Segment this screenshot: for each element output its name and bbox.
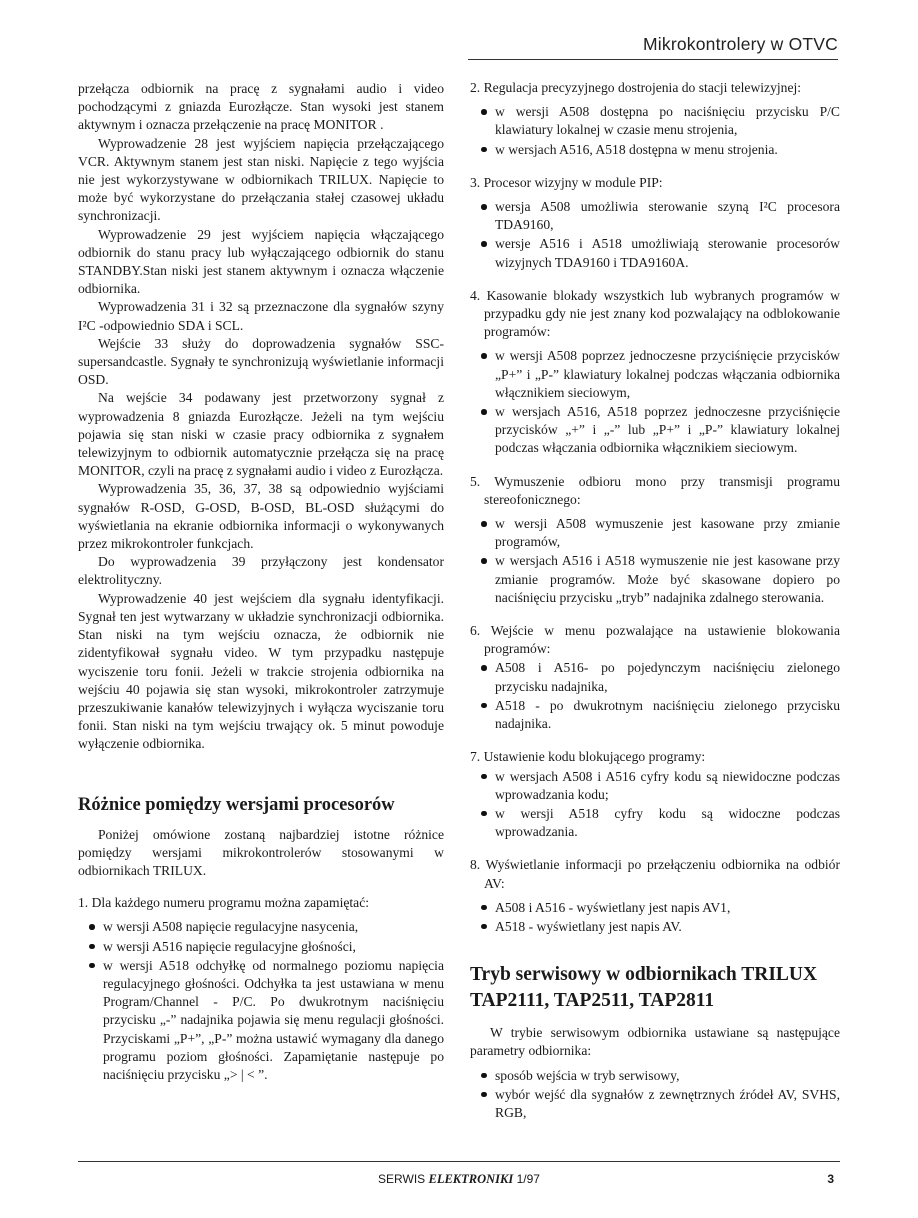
numbered-item-title: 5. Wymuszenie odbioru mono przy transmisji programu stereofonicznego: <box>470 473 840 507</box>
list-item: w wersji A508 poprzez jednoczesne przyciśnięcie przycisków „P+” i „P-” klawiatury lokalnej podczas włączania odbiornika włącznikiem sieciowym, <box>470 347 840 402</box>
bullet-list <box>470 103 840 159</box>
bullet-list <box>470 768 840 842</box>
list-item: w wersji A508 napięcie regulacyjne nasycenia, <box>78 918 444 936</box>
paragraph: Wejście 33 służy do doprowadzenia sygnałów SSC- supersandcastle. Sygnały te synchronizują wyświetlanie informacji OSD. <box>78 335 444 388</box>
list-item: w wersjach A516, A518 dostępna w menu strojenia. <box>470 141 840 159</box>
paragraph: Wyprowadzenie 40 jest wejściem dla sygnału identyfikacji. Sygnał ten jest wytwarzany w układzie synchronizacji odbiornika. Stan niski na tym wejściu oznacza, że odbiornik nie zidentyfikował sygnału video. W tym przypadku następuje wyciszenie toru fonii. Jeżeli w trakcie strojenia odbiornika na wejściu 40 pojawia się stan wysoki, mikrokontroler zatrzymuje przeszukiwanie kanałów telewizyjnych i wyłącza wyciszanie toru fonii. Stan niski na tym wejściu trwający ok. 5 minut powoduje wyłączenie odbiornika. <box>78 590 444 752</box>
footer-brand: ELEKTRONIKI <box>428 1172 514 1186</box>
numbered-item-3 <box>470 174 840 272</box>
list-item: w wersjach A516 i A518 wymuszenie nie jest kasowane przy zmianie programów. Może być skasowane dopiero po naciśnięciu przycisku „tryb” nadajnika zdalnego sterowania. <box>470 552 840 607</box>
right-column <box>470 79 840 1123</box>
list-item: w wersjach A516, A518 poprzez jednoczesne przyciśnięcie przycisków „+” i „-” lub „P+” i „P-” klawiatury lokalnej podczas włączania odbiornika włącznikiem sieciowym. <box>470 403 840 458</box>
footer-rule <box>78 1161 840 1162</box>
numbered-item-title: 7. Ustawienie kodu blokującego programy: <box>470 749 706 765</box>
list-item: A508 i A516- po pojedynczym naciśnięciu zielonego przycisku nadajnika, <box>470 659 840 695</box>
section-intro: Poniżej omówione zostaną najbardziej istotne różnice pomiędzy wersjami mikrokontrolerów stosowanymi w odbiornikach TRILUX. <box>78 826 444 878</box>
paragraph: Do wyprowadzenia 39 przyłączony jest kondensator elektrolityczny. <box>78 554 444 588</box>
left-column <box>78 80 444 1085</box>
paragraph: Na wejście 34 podawany jest przetworzony sygnał z wyprowadzenia 8 gniazda Eurozłącze. Jeżeli na tym wejściu pojawia się stan niski w czasie pracy odbiornika z sygnałem telewizyjnym to odbiornik automatycznie przełącza się na pracę MONITOR, czyli na pracę z sygnałami audio i video z Eurozłącza. <box>78 390 444 479</box>
footer-prefix: SERWIS <box>378 1172 426 1186</box>
list-item: sposób wejścia w tryb serwisowy, <box>470 1067 840 1085</box>
numbered-item-title: 1. Dla każdego numeru programu można zapamiętać: <box>78 895 370 911</box>
list-item: w wersji A508 wymuszenie jest kasowane przy zmianie programów, <box>470 515 840 551</box>
list-item: wersja A508 umożliwia sterowanie szyną I²C procesora TDA9160, <box>470 198 840 234</box>
bullet-list <box>470 347 840 457</box>
numbered-item-5 <box>470 473 840 607</box>
numbered-item-title: 2. Regulacja precyzyjnego dostrojenia do stacji telewizyjnej: <box>470 80 802 95</box>
bullet-list <box>470 515 840 607</box>
section-heading-differences: Różnice pomiędzy wersjami procesorów <box>78 794 395 815</box>
list-item: w wersjach A508 i A516 cyfry kodu są niewidoczne podczas wprowadzania kodu; <box>470 768 840 804</box>
paragraph: Wyprowadzenie 28 jest wyjściem napięcia przełączającego VCR. Aktywnym stanem jest stan niski. Napięcie z tego wyjścia nie jest wykorzystywane w odbiornikach TRILUX. Napięcie to może być wykorzystane do przełączania stałej czasowej układu synchronizacji. <box>78 135 444 224</box>
numbered-item-2 <box>470 79 840 159</box>
numbered-item-4 <box>470 287 840 458</box>
numbered-item-title: 4. Kasowanie blokady wszystkich lub wybranych programów w przypadku gdy nie jest znany kod pozwalający na odblokowanie programów: <box>470 287 840 340</box>
paragraph: Wyprowadzenia 31 i 32 są przeznaczone dla sygnałów szyny I²C -odpowiednio SDA i SCL. <box>78 299 444 333</box>
paragraph: przełącza odbiornik na pracę z sygnałami audio i video pochodzącymi z gniazda Eurozłącze. Stan wysoki jest stanem aktywnym i oznacza przełączenie na pracę MONITOR . <box>78 81 444 133</box>
bullet-list <box>78 918 444 1084</box>
list-item: w wersji A518 cyfry kodu są widoczne podczas wprowadzania. <box>470 805 840 841</box>
list-item: A508 i A516 - wyświetlany jest napis AV1, <box>470 899 840 917</box>
list-item: wersje A516 i A518 umożliwiają sterowanie procesorów wizyjnych TDA9160 i TDA9160A. <box>470 235 840 271</box>
section-intro: W trybie serwisowym odbiornika ustawiane są następujące parametry odbiornika: <box>470 1025 840 1059</box>
list-item: wybór wejść dla sygnałów z zewnętrznych źródeł AV, SVHS, RGB, <box>470 1086 840 1122</box>
paragraph: Wyprowadzenie 29 jest wyjściem napięcia włączającego odbiornik do stanu pracy lub wyłączającego odbiornik do stanu STANDBY.Stan niski jest stanem aktywnym i oznacza włączenie odbiornika. <box>78 226 444 297</box>
list-item: A518 - po dwukrotnym naciśnięciu zielonego przycisku nadajnika. <box>470 697 840 733</box>
footer-issue: 1/97 <box>516 1172 540 1186</box>
numbered-item-7 <box>470 748 840 841</box>
list-item: w wersji A516 napięcie regulacyjne głośności, <box>78 938 444 956</box>
numbered-item-6 <box>470 622 840 733</box>
numbered-item-1 <box>78 894 444 1084</box>
numbered-item-title: 6. Wejście w menu pozwalające na ustawienie blokowania programów: <box>470 623 840 657</box>
list-item: A518 - wyświetlany jest napis AV. <box>470 918 840 936</box>
bullet-list <box>470 1067 840 1123</box>
paragraph: Wyprowadzenia 35, 36, 37, 38 są odpowiednio wyjściami sygnałów R-OSD, G-OSD, B-OSD, BL-OSD służącymi do wyświetlania na ekranie odbiornika informacji o wykonywanych przez mikrokontroler funkcjach. <box>78 481 444 552</box>
page-number: 3 <box>827 1172 834 1186</box>
numbered-item-8 <box>470 856 840 936</box>
list-item: w wersji A518 odchyłkę od normalnego poziomu napięcia regulacyjnego głośności. Odchyłka ta jest ustawiana w menu Program/Channel - P/C. Po dwukrotnym naciśnięciu przycisku „-” nadajnika pojawia się menu regulacji głośności. Przyciskami „P+”, „P-” można ustawić wymagany dla danego programu poziom głośności. Zapamiętanie następuje po naciśnięciu przycisku „> | < ”. <box>78 957 444 1084</box>
bullet-list <box>470 198 840 272</box>
numbered-item-title: 3. Procesor wizyjny w module PIP: <box>470 174 663 190</box>
numbered-item-title: 8. Wyświetlanie informacji po przełączeniu odbiornika na odbiór AV: <box>470 857 840 891</box>
bullet-list <box>470 899 840 936</box>
section-heading-service-mode: Tryb serwisowy w odbiornikach TRILUX TAP2111, TAP2511, TAP2811 <box>470 964 818 1012</box>
list-item: w wersji A508 dostępna po naciśnięciu przycisku P/C klawiatury lokalnej w czasie menu strojenia, <box>470 103 840 139</box>
running-header-title: Mikrokontrolery w OTVC <box>643 34 838 54</box>
header-rule <box>468 59 838 60</box>
footer <box>0 1172 918 1187</box>
bullet-list <box>470 659 840 733</box>
